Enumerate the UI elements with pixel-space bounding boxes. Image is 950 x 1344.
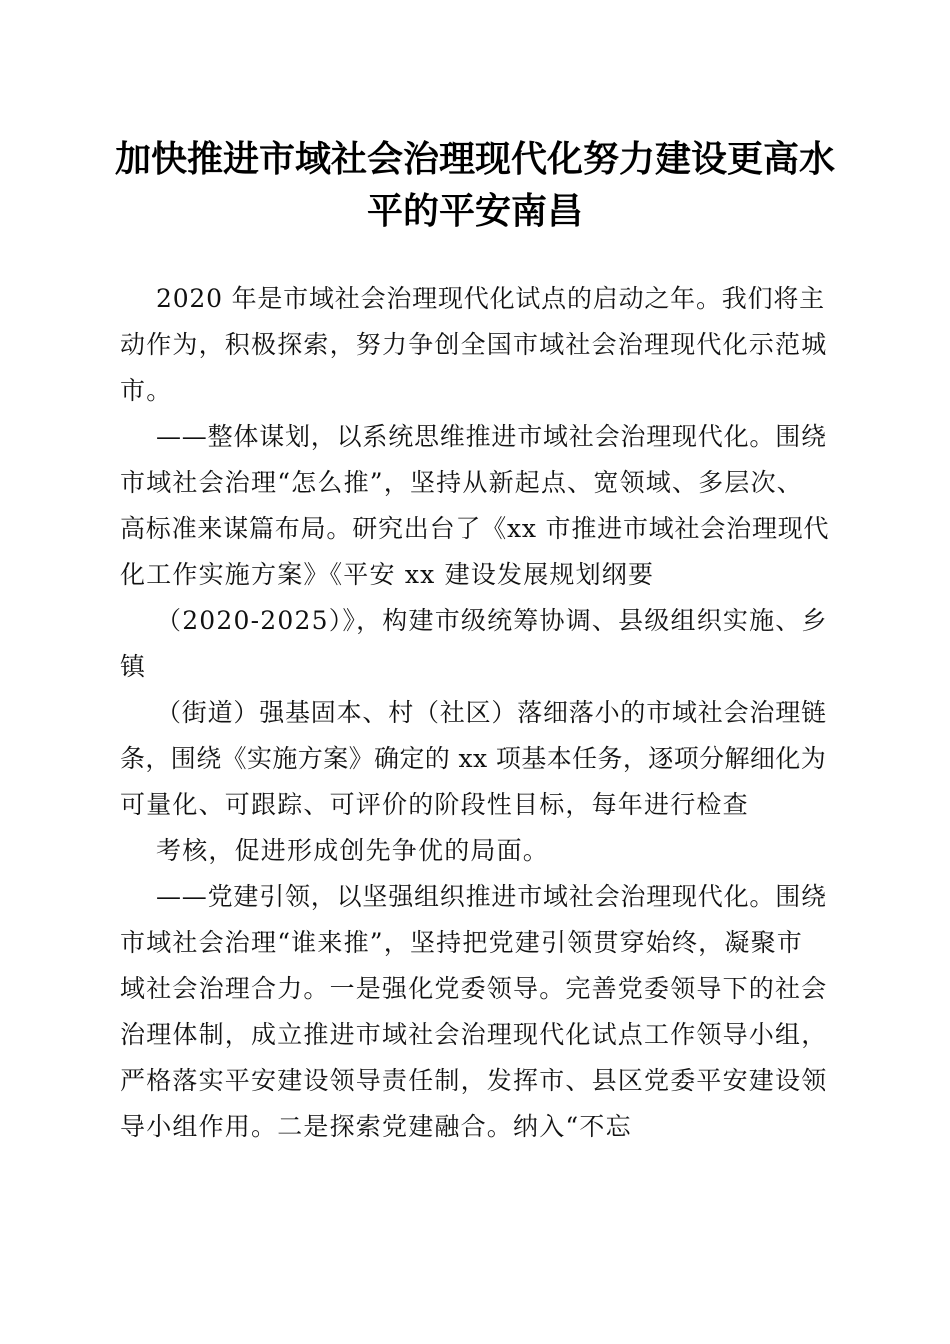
text-line: 条，围绕《实施方案》确定的 xx 项基本任务，逐项分解细化为: [120, 744, 827, 773]
text-line: 动作为，积极探索，努力争创全国市域社会治理现代化示范城: [120, 330, 828, 359]
title-line: 平的平安南昌: [366, 190, 583, 232]
text-line: 治理体制，成立推进市域社会治理现代化试点工作领导小组，: [120, 1020, 828, 1049]
text-line: 镇: [120, 652, 147, 681]
document-body: [120, 276, 830, 1150]
text-line: 市域社会治理“怎么推”，坚持从新起点、宽领域、多层次、: [120, 468, 803, 497]
text-line: 2020 年是市域社会治理现代化试点的启动之年。我们将主: [156, 284, 825, 313]
text-line: 市。: [120, 376, 173, 405]
text-line: 化工作实施方案》《平安 xx 建设发展规划纲要: [120, 560, 655, 589]
text-line: （2020-2025）》，构建市级统筹协调、县级组织实施、乡: [156, 606, 828, 635]
text-line: ——整体谋划，以系统思维推进市域社会治理现代化。围绕: [156, 422, 827, 451]
text-line: 高标准来谋篇布局。研究出台了《xx 市推进市域社会治理现代: [120, 514, 830, 543]
text-line: 可量化、可跟踪、可评价的阶段性目标，每年进行检查: [120, 790, 749, 819]
text-line: 域社会治理合力。一是强化党委领导。完善党委领导下的社会: [120, 974, 828, 1003]
text-line: ——党建引领，以坚强组织推进市域社会治理现代化。围绕: [156, 882, 827, 911]
text-line: 严格落实平安建设领导责任制，发挥市、县区党委平安建设领: [120, 1066, 828, 1095]
title-line: 加快推进市域社会治理现代化努力建设更高水: [114, 138, 835, 180]
text-line: （街道）强基固本、村（社区）落细落小的市域社会治理链: [156, 698, 827, 727]
document-title: [110, 133, 840, 237]
text-line: 导小组作用。二是探索党建融合。纳入“不忘: [120, 1112, 632, 1141]
text-line: 市域社会治理“谁来推”，坚持把党建引领贯穿始终，凝聚市: [120, 928, 803, 957]
text-line: 考核，促进形成创先争优的局面。: [156, 836, 550, 865]
